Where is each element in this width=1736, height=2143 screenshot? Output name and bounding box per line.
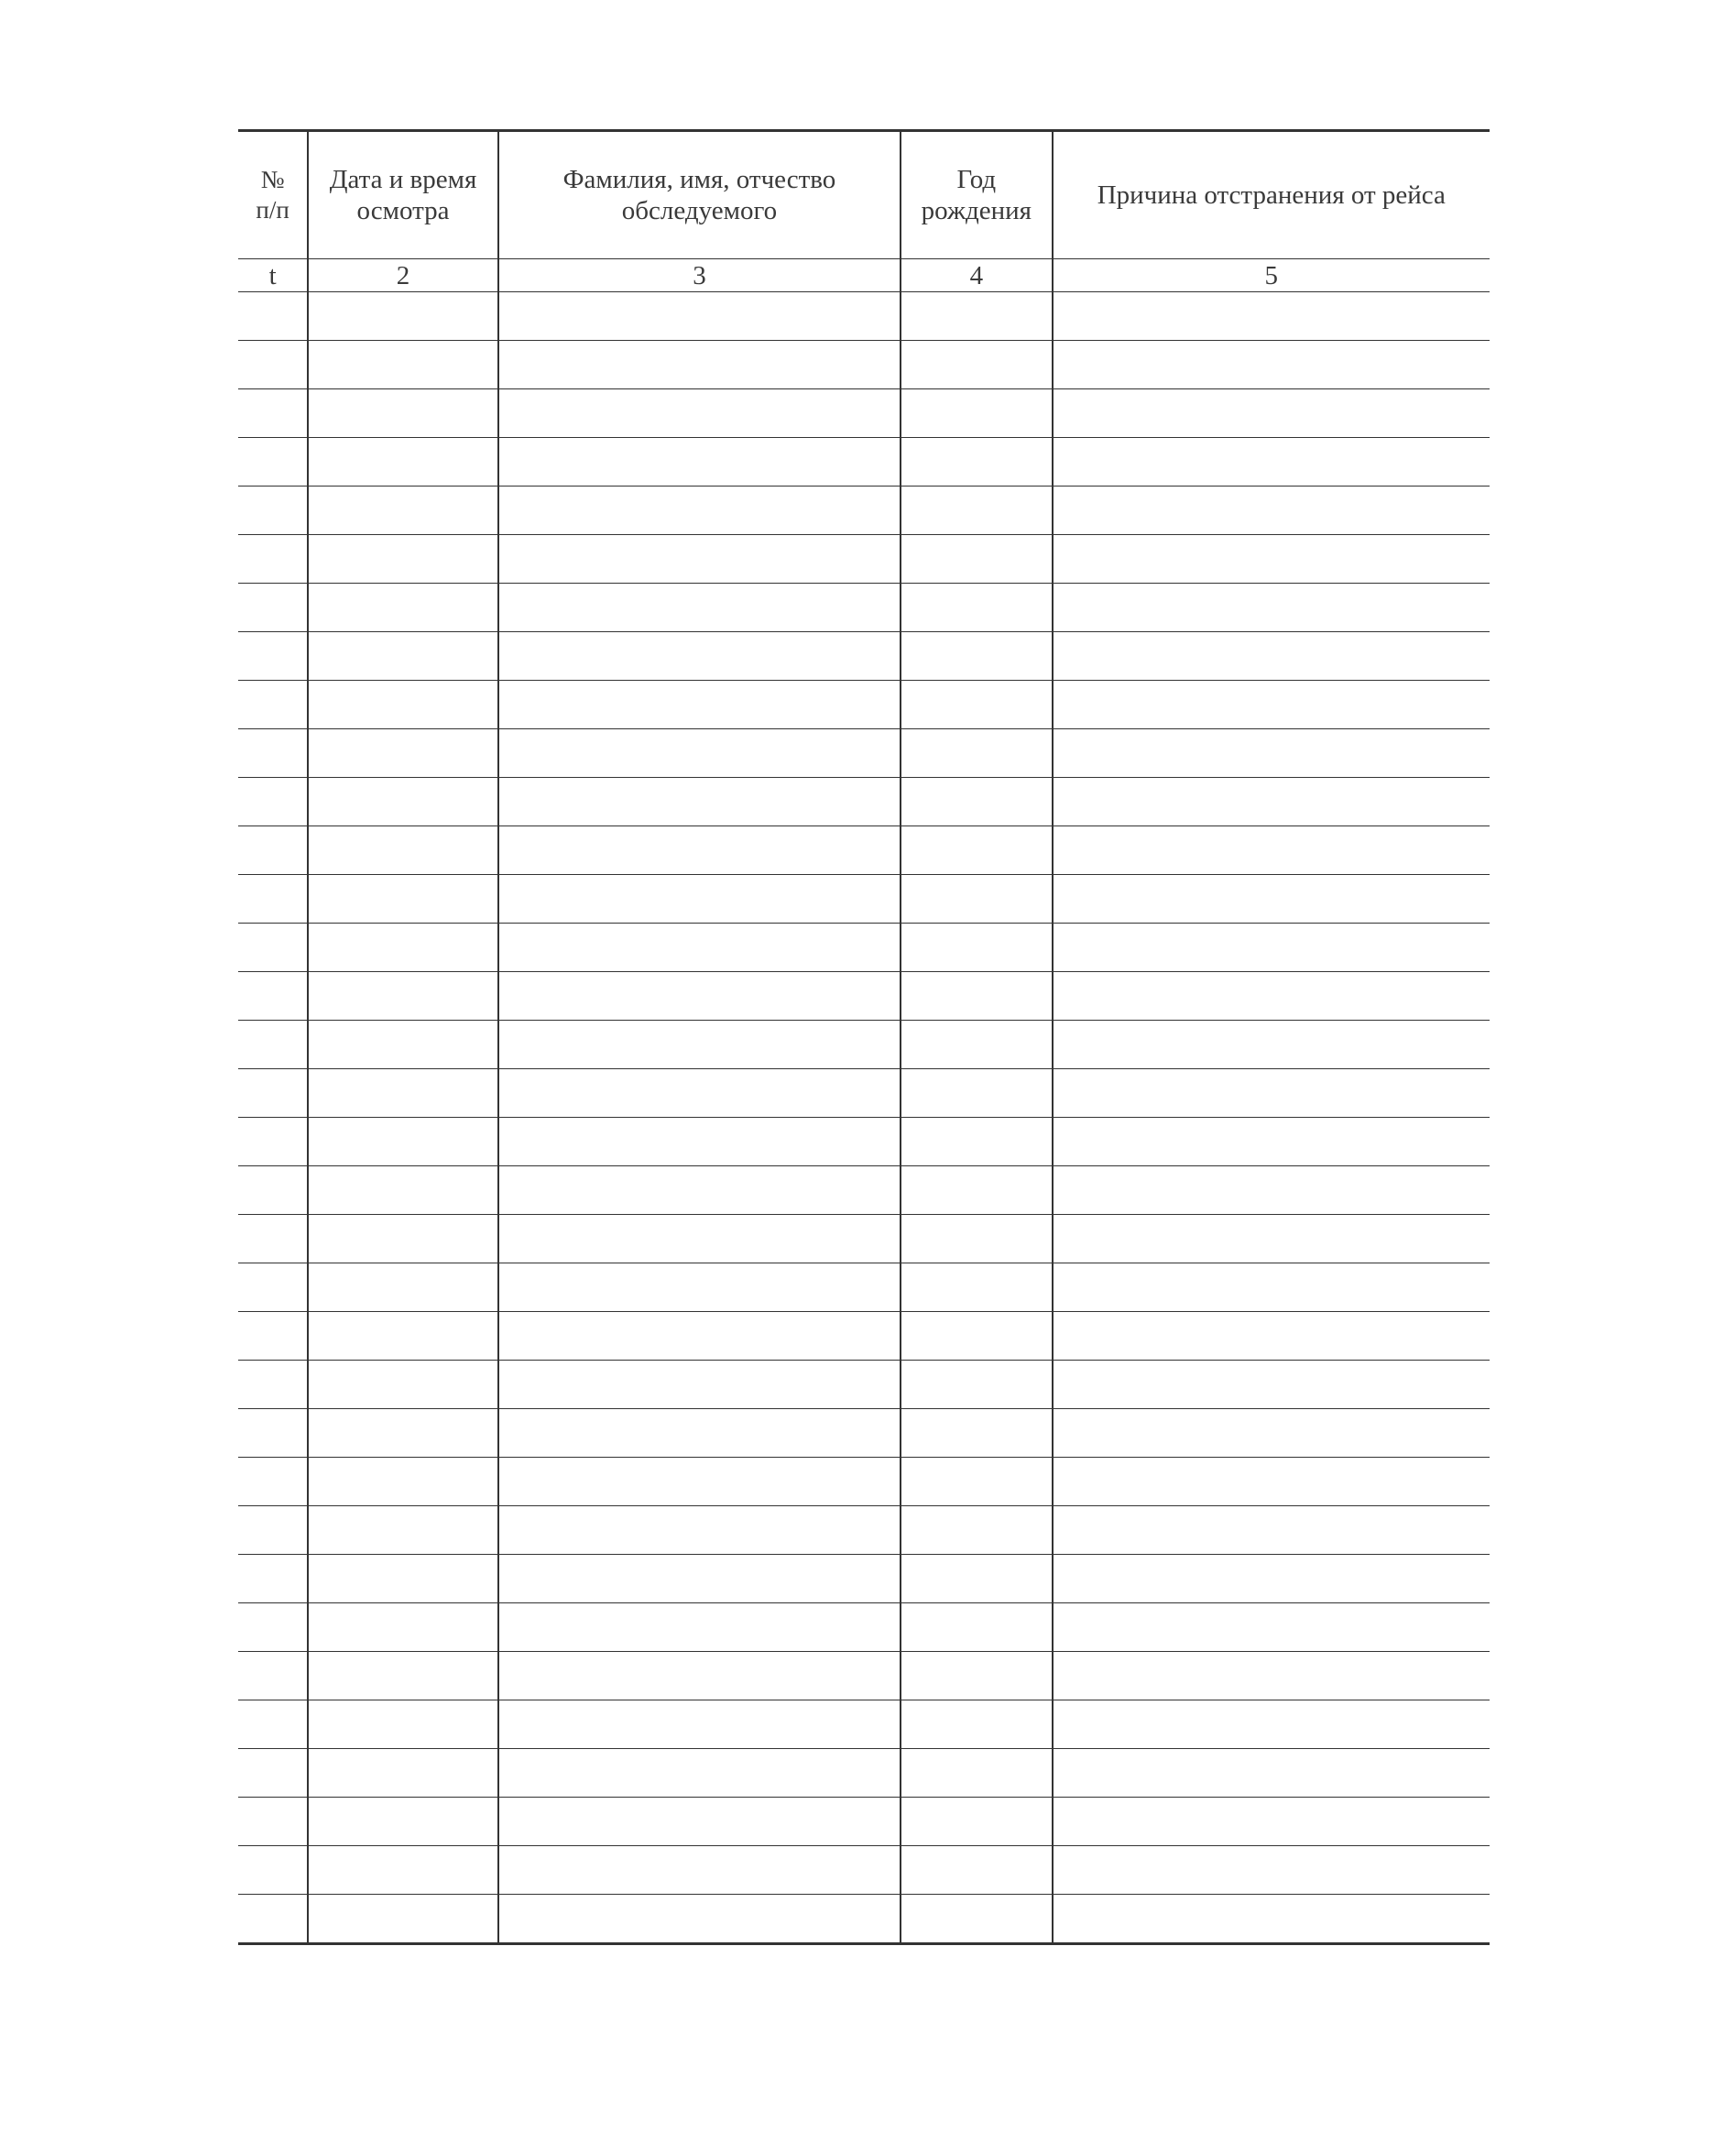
table-row [238, 1798, 1490, 1846]
table-cell [498, 1409, 901, 1458]
table-cell [308, 1846, 498, 1895]
table-cell [308, 1458, 498, 1506]
table-cell [1053, 1215, 1490, 1263]
table-cell [498, 1846, 901, 1895]
table-cell [238, 1798, 308, 1846]
table-cell [308, 1312, 498, 1361]
table-row [238, 826, 1490, 875]
column-number-2: 2 [308, 259, 498, 292]
table-cell [1053, 972, 1490, 1021]
header-number-line2: п/п [256, 196, 289, 224]
table-cell [238, 292, 308, 341]
table-cell [1053, 1166, 1490, 1215]
table-cell [901, 875, 1052, 924]
table-cell [498, 729, 901, 778]
table-cell [498, 826, 901, 875]
table-cell [901, 1361, 1052, 1409]
table-cell [238, 389, 308, 438]
table-cell [498, 1798, 901, 1846]
table-cell [498, 292, 901, 341]
table-row [238, 632, 1490, 681]
table-cell [498, 1118, 901, 1166]
table-cell [1053, 1458, 1490, 1506]
header-cell-birthyear [901, 131, 1052, 259]
table-cell [238, 1166, 308, 1215]
table-cell [238, 1895, 308, 1944]
header-datetime-line1: Дата и время [329, 165, 477, 194]
table-cell [1053, 875, 1490, 924]
header-reason-label: Причина отстранения от рейса [1097, 180, 1446, 210]
table-cell [238, 1263, 308, 1312]
table-cell [901, 972, 1052, 1021]
table-cell [901, 729, 1052, 778]
table-row [238, 1215, 1490, 1263]
header-datetime-label [330, 164, 477, 226]
table-cell [1053, 1069, 1490, 1118]
table-cell [308, 341, 498, 389]
table-cell [1053, 778, 1490, 826]
table-cell [308, 438, 498, 487]
header-cell-datetime [308, 131, 498, 259]
table-cell [901, 1215, 1052, 1263]
column-number-row [238, 259, 1490, 292]
table-cell [308, 1555, 498, 1603]
table-cell [901, 292, 1052, 341]
column-number-4: 4 [901, 259, 1052, 292]
table-cell [498, 487, 901, 535]
header-cell-fullname [498, 131, 901, 259]
table-cell [238, 632, 308, 681]
table-cell [901, 1798, 1052, 1846]
table-cell [498, 535, 901, 584]
table-row [238, 1458, 1490, 1506]
table-cell [238, 1555, 308, 1603]
header-birthyear-label [922, 164, 1032, 226]
table-row [238, 1652, 1490, 1700]
table-cell [308, 1700, 498, 1749]
table-cell [308, 487, 498, 535]
inspection-log-table [238, 129, 1490, 1945]
table-cell [498, 778, 901, 826]
table-cell [498, 584, 901, 632]
table-cell [308, 1749, 498, 1798]
table-cell [498, 1263, 901, 1312]
table-cell [1053, 1652, 1490, 1700]
table-cell [498, 1603, 901, 1652]
table-cell [1053, 826, 1490, 875]
table-cell [498, 681, 901, 729]
table-cell [498, 875, 901, 924]
column-number-5: 5 [1053, 259, 1490, 292]
header-row [238, 131, 1490, 259]
table-cell [901, 1118, 1052, 1166]
table-cell [238, 972, 308, 1021]
table-cell [498, 632, 901, 681]
header-number-label [256, 165, 289, 225]
table-cell [498, 1021, 901, 1069]
table-cell [308, 389, 498, 438]
table-cell [498, 1652, 901, 1700]
table-cell [1053, 341, 1490, 389]
table-cell [238, 1069, 308, 1118]
table-cell [498, 341, 901, 389]
table-cell [308, 972, 498, 1021]
table-cell [308, 924, 498, 972]
table-cell [498, 972, 901, 1021]
table-row [238, 1069, 1490, 1118]
table-row [238, 341, 1490, 389]
table-cell [1053, 1603, 1490, 1652]
table-cell [308, 1603, 498, 1652]
table-cell [238, 1846, 308, 1895]
table-cell [1053, 1021, 1490, 1069]
table-cell [498, 1215, 901, 1263]
table-body [238, 292, 1490, 1944]
table-row [238, 729, 1490, 778]
table-row [238, 1361, 1490, 1409]
table-cell [238, 1215, 308, 1263]
header-datetime-line2: осмотра [356, 196, 450, 225]
table-row [238, 1603, 1490, 1652]
table-cell [901, 1263, 1052, 1312]
table-cell [238, 729, 308, 778]
table-row [238, 1312, 1490, 1361]
table-row [238, 535, 1490, 584]
table-row [238, 1555, 1490, 1603]
table-cell [498, 1895, 901, 1944]
table-cell [238, 1652, 308, 1700]
table-cell [1053, 1700, 1490, 1749]
table-cell [498, 1069, 901, 1118]
table-cell [238, 826, 308, 875]
header-birthyear-line1: Год [956, 165, 997, 194]
table-cell [308, 875, 498, 924]
table-cell [308, 729, 498, 778]
table-cell [498, 1361, 901, 1409]
table-cell [308, 826, 498, 875]
table-cell [238, 1361, 308, 1409]
table-cell [901, 1166, 1052, 1215]
table-cell [901, 632, 1052, 681]
header-cell-number [238, 131, 308, 259]
header-cell-reason [1053, 131, 1490, 259]
table-cell [1053, 1312, 1490, 1361]
table-cell [498, 1458, 901, 1506]
table-cell [1053, 1555, 1490, 1603]
table-cell [238, 1506, 308, 1555]
table-cell [308, 778, 498, 826]
header-birthyear-line2: рождения [921, 196, 1032, 225]
table-cell [308, 1166, 498, 1215]
table-cell [238, 1458, 308, 1506]
table-cell [498, 1312, 901, 1361]
table-row [238, 1118, 1490, 1166]
table-cell [1053, 632, 1490, 681]
table-cell [901, 1555, 1052, 1603]
column-number-3: 3 [498, 259, 901, 292]
table-cell [498, 1506, 901, 1555]
table-cell [901, 1506, 1052, 1555]
table-cell [238, 1409, 308, 1458]
table-row [238, 681, 1490, 729]
table-cell [498, 1700, 901, 1749]
header-fullname-line2: обследуемого [621, 196, 778, 225]
table-cell [308, 292, 498, 341]
table-cell [901, 1312, 1052, 1361]
table-cell [901, 1458, 1052, 1506]
table-cell [308, 1069, 498, 1118]
header-number-line1: № [260, 166, 285, 193]
table-cell [238, 924, 308, 972]
table-cell [308, 1506, 498, 1555]
table-cell [1053, 438, 1490, 487]
table-cell [901, 826, 1052, 875]
table-cell [1053, 729, 1490, 778]
table-cell [901, 681, 1052, 729]
table-row [238, 1700, 1490, 1749]
table-cell [498, 438, 901, 487]
table-cell [901, 535, 1052, 584]
table-cell [901, 1846, 1052, 1895]
table-cell [901, 1652, 1052, 1700]
table-cell [901, 1021, 1052, 1069]
table-cell [901, 1603, 1052, 1652]
table-cell [498, 1166, 901, 1215]
table-cell [308, 1263, 498, 1312]
table-cell [901, 438, 1052, 487]
table-cell [238, 438, 308, 487]
table-row [238, 1166, 1490, 1215]
table-cell [308, 1895, 498, 1944]
column-number-1: t [238, 259, 308, 292]
table-cell [308, 1409, 498, 1458]
table-cell [901, 1749, 1052, 1798]
table-cell [1053, 1506, 1490, 1555]
table-cell [901, 1700, 1052, 1749]
table-row [238, 389, 1490, 438]
table-cell [1053, 1263, 1490, 1312]
table-cell [238, 1118, 308, 1166]
table-cell [1053, 487, 1490, 535]
table-cell [901, 1895, 1052, 1944]
table-cell [901, 778, 1052, 826]
table-cell [1053, 1895, 1490, 1944]
table-cell [238, 875, 308, 924]
table-cell [498, 389, 901, 438]
header-fullname-line1: Фамилия, имя, отчество [562, 165, 836, 194]
table-cell [308, 1798, 498, 1846]
table-row [238, 1506, 1490, 1555]
table-row [238, 1895, 1490, 1944]
table-row [238, 778, 1490, 826]
table-row [238, 1846, 1490, 1895]
table-cell [238, 1312, 308, 1361]
table-row [238, 1021, 1490, 1069]
table-cell [308, 681, 498, 729]
table-row [238, 1263, 1490, 1312]
table-cell [901, 1409, 1052, 1458]
table-cell [901, 341, 1052, 389]
table-cell [1053, 1361, 1490, 1409]
table-row [238, 438, 1490, 487]
table-cell [308, 1021, 498, 1069]
table-cell [1053, 1749, 1490, 1798]
table-cell [901, 487, 1052, 535]
table-cell [308, 632, 498, 681]
table-cell [901, 584, 1052, 632]
table-cell [1053, 1409, 1490, 1458]
table-cell [901, 924, 1052, 972]
table-cell [238, 1603, 308, 1652]
table-cell [1053, 584, 1490, 632]
table-cell [901, 389, 1052, 438]
table-cell [1053, 535, 1490, 584]
table-cell [498, 1555, 901, 1603]
table-cell [238, 778, 308, 826]
table-cell [238, 584, 308, 632]
table-cell [498, 924, 901, 972]
table-cell [308, 584, 498, 632]
table-head [238, 131, 1490, 292]
table-cell [1053, 681, 1490, 729]
table-cell [308, 1652, 498, 1700]
table-cell [238, 341, 308, 389]
table-cell [901, 1069, 1052, 1118]
table-cell [308, 1361, 498, 1409]
table-cell [1053, 292, 1490, 341]
table-cell [1053, 924, 1490, 972]
table-cell [238, 535, 308, 584]
table-cell [238, 681, 308, 729]
table-row [238, 1409, 1490, 1458]
table-cell [1053, 1846, 1490, 1895]
table-cell [238, 1749, 308, 1798]
table-cell [308, 1215, 498, 1263]
table-cell [1053, 1798, 1490, 1846]
table-cell [1053, 389, 1490, 438]
table-row [238, 1749, 1490, 1798]
table-row [238, 924, 1490, 972]
table-cell [1053, 1118, 1490, 1166]
table-row [238, 584, 1490, 632]
table-cell [238, 1700, 308, 1749]
table-cell [238, 487, 308, 535]
table-cell [308, 1118, 498, 1166]
table-row [238, 875, 1490, 924]
table-row [238, 292, 1490, 341]
table-cell [238, 1021, 308, 1069]
table-cell [308, 535, 498, 584]
table-row [238, 972, 1490, 1021]
table-row [238, 487, 1490, 535]
table-cell [498, 1749, 901, 1798]
header-fullname-label [563, 164, 836, 226]
